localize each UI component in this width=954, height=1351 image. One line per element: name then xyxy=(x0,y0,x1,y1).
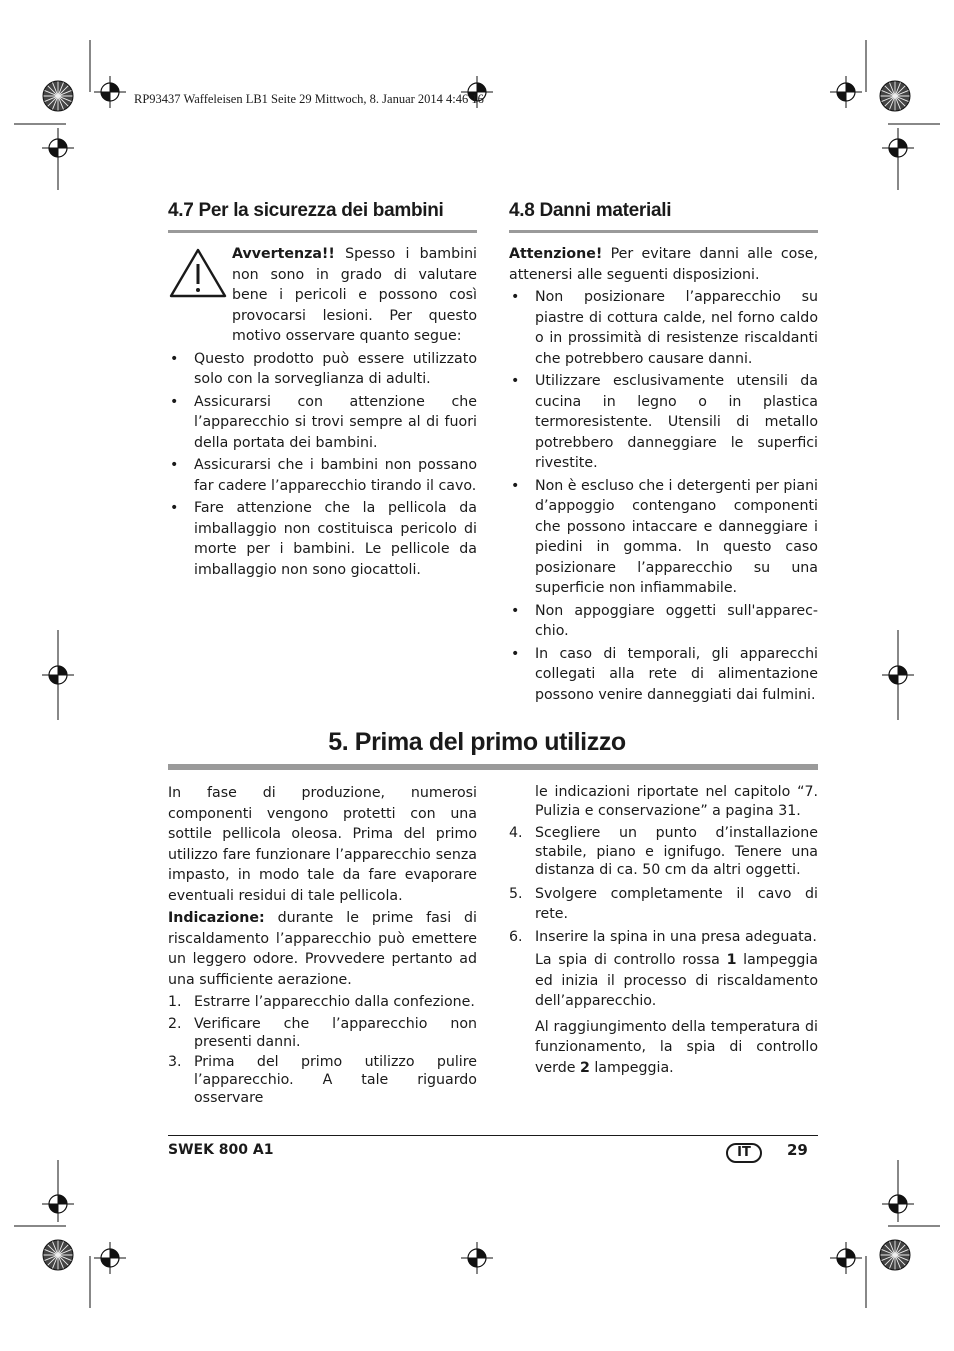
step-item xyxy=(509,884,818,925)
intro-paragraph: In fase di produzione, numerosi componenti vengono protetti con una sottile pellicola oleosa. Prima del primo utilizzo fare funzionare l’apparecchio senza impasto, in modo tale da fare evaporare eventuali residui di tale pellicola. xyxy=(168,785,477,904)
section-4-7-rule xyxy=(168,230,477,233)
attention-paragraph xyxy=(509,244,818,285)
steps-list-left xyxy=(168,992,477,1107)
footer-model: SWEK 800 A1 xyxy=(168,1142,274,1158)
lamp-red-text-a: La spia di controllo rossa xyxy=(535,952,727,968)
step-text: Estrarre l’apparecchio dalla confezione. xyxy=(194,994,475,1010)
attention-text: Per evitare danni alle cose, attenersi alle seguenti disposizioni. xyxy=(509,246,818,283)
section-5-rule xyxy=(168,764,818,770)
step-number: 3. xyxy=(168,1053,182,1070)
note-text: durante le prime fasi di riscaldamento l’apparecchio può emettere un leggero odore. Provvedere pertanto ad una sufficiente aerazione. xyxy=(168,910,477,988)
page-number: 29 xyxy=(787,1141,808,1159)
step-item xyxy=(168,1015,477,1051)
material-damage-list xyxy=(509,287,818,705)
step-item xyxy=(168,1053,477,1107)
step-item xyxy=(509,927,818,948)
list-item: • Utilizzare esclusivamente utensili da cucina in legno o in plastica termoresistente. Utensili di metallo potrebbero danneggiare le superfici rivestite. xyxy=(509,371,818,474)
list-item: • In caso di temporali, gli apparecchi collegati alla rete di alimentazione possono venire danneggiati dai fulmini. xyxy=(509,644,818,706)
child-safety-list xyxy=(168,349,477,581)
lamp-red-text-b: lampeggia ed inizia il processo di riscaldamento dell’apparecchio. xyxy=(535,952,818,1009)
step-text: Inserire la spina in una presa adeguata. xyxy=(535,928,817,945)
step-number: 5. xyxy=(509,885,523,902)
step-text: Prima del primo utilizzo pulire l’apparecchio. A tale riguardo osservare xyxy=(194,1053,477,1106)
language-badge: IT xyxy=(726,1143,762,1163)
section-4-8-body xyxy=(509,244,818,705)
note-paragraph xyxy=(168,908,477,990)
section-5-right-column xyxy=(509,783,818,1078)
section-4-7-title: 4.7 Per la sicurezza dei bambini xyxy=(168,200,444,221)
footer-rule xyxy=(168,1135,818,1136)
step-number: 6. xyxy=(509,928,523,945)
section-4-8-title: 4.8 Danni materiali xyxy=(509,200,672,221)
lamp-red-paragraph xyxy=(509,950,818,1012)
warning-text: Spesso i bambini non sono in grado di valutare bene i pericoli e possono così provocarsi lesioni. Per questo motivo osservare quanto segue: xyxy=(232,246,477,344)
lamp-green-paragraph xyxy=(509,1017,818,1079)
step-number: 4. xyxy=(509,825,523,841)
section-4-8-rule xyxy=(509,230,818,233)
list-item: • Non è escluso che i detergenti per piani d’appoggio contengano componenti che possono intaccare e danneggiare i piedini in gomma. In questo caso posizionare l’apparecchio su una superficie non infiammabile. xyxy=(509,476,818,599)
print-meta-line: RP93437 Waffeleisen LB1 Seite 29 Mittwoch, 8. Januar 2014 4:46 16 xyxy=(134,92,484,106)
step-3-continuation: le indicazioni riportate nel capitolo “7. Pulizia e conservazione” a pagina 31. xyxy=(535,784,818,819)
section-4-7-body xyxy=(168,244,477,580)
list-item: • Assicurarsi con attenzione che l’apparecchio si trovi sempre al di fuori della portata dei bambini. xyxy=(168,392,477,454)
steps-list-right xyxy=(509,824,818,947)
list-item: • Assicurarsi che i bambini non possano far cadere l’apparecchio tirando il cavo. xyxy=(168,455,477,496)
step-text: Svolgere completamente il cavo di rete. xyxy=(535,885,818,922)
list-item: • Fare attenzione che la pellicola da imballaggio non costituisca pericolo di morte per i bambini. Le pellicole da imballaggio non sono giocattoli. xyxy=(168,498,477,580)
lamp-green-text-a: Al raggiungimento della temperatura di funzionamento, la spia di controllo verde xyxy=(535,1018,818,1076)
section-5-title: 5. Prima del primo utilizzo xyxy=(328,728,626,756)
step-text: Scegliere un punto d’installazione stabile, piano e ignifugo. Tenere una distanza di ca. 50 cm da altri oggetti. xyxy=(535,825,818,878)
list-item: • Questo prodotto può essere utilizzato solo con la sorveglianza di adulti. xyxy=(168,349,477,390)
section-5-left-column xyxy=(168,783,477,1107)
note-label: Indicazione: xyxy=(168,910,265,926)
lamp-green-number: 2 xyxy=(579,1059,590,1076)
step-number: 1. xyxy=(168,994,182,1010)
lamp-green-text-b: lampeggia. xyxy=(589,1059,674,1076)
list-item: • Non appoggiare oggetti sull'apparec-chio. xyxy=(509,601,818,642)
step-item xyxy=(509,824,818,880)
step-item xyxy=(168,992,477,1013)
warning-paragraph xyxy=(168,244,477,347)
attention-label: Attenzione! xyxy=(509,246,603,262)
warning-label: Avvertenza!! xyxy=(232,246,335,262)
lamp-red-number: 1 xyxy=(726,952,737,968)
list-item: • Non posizionare l’apparecchio su piastre di cottura calde, nel forno caldo o in prossimità di resistenze riscaldanti che potrebbero causare danni. xyxy=(509,287,818,369)
step-number: 2. xyxy=(168,1015,182,1032)
step-text: Verificare che l’apparecchio non presenti danni. xyxy=(194,1015,477,1050)
